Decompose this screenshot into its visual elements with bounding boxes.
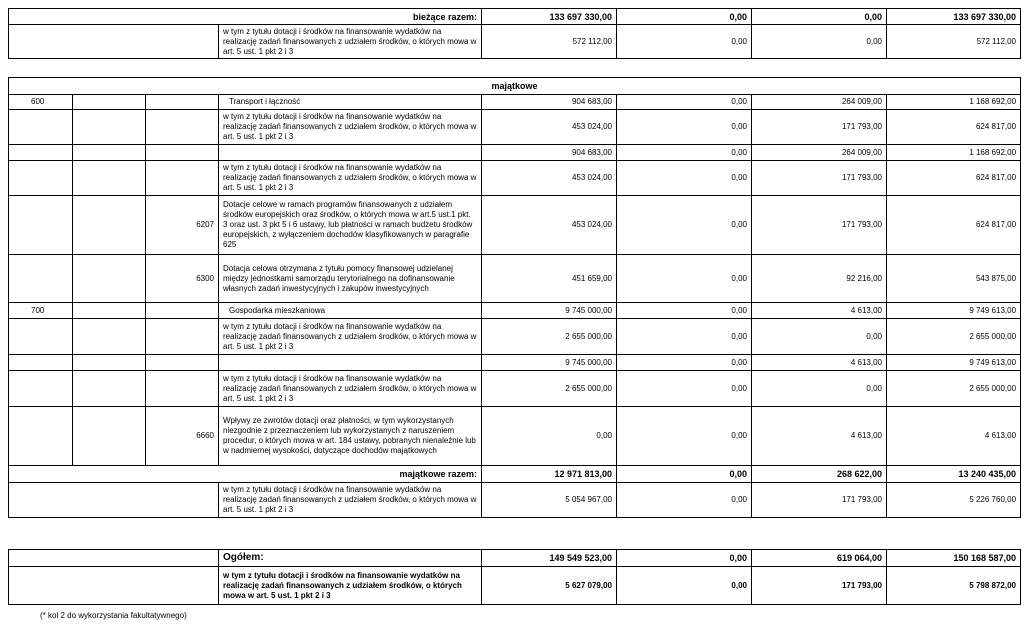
value-cell-2: 0,00	[617, 161, 752, 196]
rozdzial-cell	[73, 407, 146, 466]
table-row	[9, 355, 1021, 371]
rozdzial-cell	[73, 196, 146, 255]
majatkowe-sub-v1: 5 054 967,00	[482, 483, 617, 518]
ogolem-sub-row	[9, 567, 1021, 605]
majatkowe-sub-label: w tym z tytułu dotacji i środków na finansowanie wydatków na realizację zadań finansowanych z udziałem środków, o których mowa w art. 5 ust. 1 pkt 2 i 3	[219, 483, 482, 518]
section-title-row	[9, 78, 1021, 95]
paragraf-cell	[146, 110, 219, 145]
value-cell-4: 9 749 613,00	[887, 355, 1021, 371]
value-cell-3: 264 009,00	[752, 145, 887, 161]
value-cell-3: 171 793,00	[752, 196, 887, 255]
value-cell-4: 2 655 000,00	[887, 371, 1021, 407]
table-row	[9, 407, 1021, 466]
dzial-cell	[9, 371, 73, 407]
paragraf-cell	[146, 319, 219, 355]
value-cell-4: 543 875,00	[887, 255, 1021, 303]
dzial-cell	[9, 196, 73, 255]
biezace-total-row	[9, 9, 1021, 25]
majatkowe-total-row	[9, 466, 1021, 483]
dzial-cell	[9, 161, 73, 196]
majatkowe-table	[8, 77, 1021, 518]
rozdzial-cell	[73, 355, 146, 371]
value-cell-3: 0,00	[752, 319, 887, 355]
ogolem-table	[8, 549, 1021, 605]
biezace-summary-table	[8, 8, 1021, 59]
value-cell-4: 624 817,00	[887, 110, 1021, 145]
majatkowe-total-v3: 268 622,00	[752, 466, 887, 483]
table-row	[9, 371, 1021, 407]
majatkowe-sub-v2: 0,00	[617, 483, 752, 518]
value-cell-1: 453 024,00	[482, 196, 617, 255]
ogolem-v2: 0,00	[617, 550, 752, 567]
rozdzial-cell	[73, 255, 146, 303]
biezace-total-label: bieżące razem:	[9, 9, 482, 25]
majatkowe-total-label: majątkowe razem:	[9, 466, 482, 483]
value-cell-2: 0,00	[617, 303, 752, 319]
majatkowe-total-v2: 0,00	[617, 466, 752, 483]
value-cell-4: 1 168 692,00	[887, 145, 1021, 161]
value-cell-4: 4 613,00	[887, 407, 1021, 466]
value-cell-3: 4 613,00	[752, 407, 887, 466]
value-cell-4: 624 817,00	[887, 161, 1021, 196]
rozdzial-cell	[73, 371, 146, 407]
value-cell-1: 904 683,00	[482, 95, 617, 110]
ogolem-total-row	[9, 550, 1021, 567]
ogolem-v1: 149 549 523,00	[482, 550, 617, 567]
value-cell-4: 1 168 692,00	[887, 95, 1021, 110]
dzial-cell: 700	[9, 303, 73, 319]
value-cell-1: 904 683,00	[482, 145, 617, 161]
biezace-sub-row	[9, 25, 1021, 59]
ogolem-sub-v1: 5 627 079,00	[482, 567, 617, 605]
rozdzial-cell	[73, 319, 146, 355]
paragraf-cell: 6300	[146, 255, 219, 303]
dzial-cell	[9, 319, 73, 355]
value-cell-3: 4 613,00	[752, 355, 887, 371]
biezace-sub-v2: 0,00	[617, 25, 752, 59]
majatkowe-sub-row	[9, 483, 1021, 518]
value-cell-3: 4 613,00	[752, 303, 887, 319]
biezace-total-v1: 133 697 330,00	[482, 9, 617, 25]
value-cell-1: 453 024,00	[482, 110, 617, 145]
paragraf-cell: 6660	[146, 407, 219, 466]
value-cell-4: 2 655 000,00	[887, 319, 1021, 355]
ogolem-sub-v3: 171 793,00	[752, 567, 887, 605]
value-cell-1: 451 659,00	[482, 255, 617, 303]
majatkowe-total-v4: 13 240 435,00	[887, 466, 1021, 483]
biezace-sub-v1: 572 112,00	[482, 25, 617, 59]
table-row	[9, 196, 1021, 255]
value-cell-3: 264 009,00	[752, 95, 887, 110]
biezace-total-v2: 0,00	[617, 9, 752, 25]
value-cell-2: 0,00	[617, 319, 752, 355]
value-cell-4: 624 817,00	[887, 196, 1021, 255]
description-cell: Wpływy ze zwrotów dotacji oraz płatności, w tym wykorzystanych niezgodnie z przeznaczeniem lub wykorzystanych z naruszeniem procedur, o których mowa w art. 184 ustawy, pobranych nienależnie lub w nadmiernej wysokości, dotyczące dochodów majątkowych	[219, 407, 482, 466]
ogolem-sub-v2: 0,00	[617, 567, 752, 605]
majatkowe-body	[9, 78, 1021, 466]
description-cell: w tym z tytułu dotacji i środków na finansowanie wydatków na realizację zadań finansowanych z udziałem środków, o których mowa w art. 5 ust. 1 pkt 2 i 3	[219, 319, 482, 355]
rozdzial-cell	[73, 303, 146, 319]
value-cell-2: 0,00	[617, 355, 752, 371]
value-cell-2: 0,00	[617, 196, 752, 255]
value-cell-2: 0,00	[617, 255, 752, 303]
value-cell-1: 2 655 000,00	[482, 371, 617, 407]
dzial-cell	[9, 355, 73, 371]
value-cell-3: 171 793,00	[752, 161, 887, 196]
table-row	[9, 110, 1021, 145]
rozdzial-cell	[73, 110, 146, 145]
ogolem-sub-label: w tym z tytułu dotacji i środków na finansowanie wydatków na realizację zadań finansowanych z udziałem środków, o których mowa w art. 5 ust. 1 pkt 2 i 3	[219, 567, 482, 605]
paragraf-cell	[146, 145, 219, 161]
description-cell: w tym z tytułu dotacji i środków na finansowanie wydatków na realizację zadań finansowanych z udziałem środków, o których mowa w art. 5 ust. 1 pkt 2 i 3	[219, 161, 482, 196]
ogolem-v4: 150 168 587,00	[887, 550, 1021, 567]
majatkowe-sub-v4: 5 226 760,00	[887, 483, 1021, 518]
value-cell-3: 0,00	[752, 371, 887, 407]
description-cell: w tym z tytułu dotacji i środków na finansowanie wydatków na realizację zadań finansowanych z udziałem środków, o których mowa w art. 5 ust. 1 pkt 2 i 3	[219, 110, 482, 145]
biezace-total-v3: 0,00	[752, 9, 887, 25]
value-cell-2: 0,00	[617, 110, 752, 145]
dzial-cell	[9, 110, 73, 145]
table-row	[9, 303, 1021, 319]
table-row	[9, 255, 1021, 303]
value-cell-3: 92 216,00	[752, 255, 887, 303]
biezace-total-v4: 133 697 330,00	[887, 9, 1021, 25]
ogolem-sub-v4: 5 798 872,00	[887, 567, 1021, 605]
description-cell: w tym z tytułu dotacji i środków na finansowanie wydatków na realizację zadań finansowanych z udziałem środków, o których mowa w art. 5 ust. 1 pkt 2 i 3	[219, 371, 482, 407]
biezace-sub-label: w tym z tytułu dotacji i środków na finansowanie wydatków na realizację zadań finansowanych z udziałem środków, o których mowa w art. 5 ust. 1 pkt 2 i 3	[219, 25, 482, 59]
rozdzial-cell	[73, 145, 146, 161]
value-cell-2: 0,00	[617, 145, 752, 161]
dzial-cell	[9, 145, 73, 161]
value-cell-1: 0,00	[482, 407, 617, 466]
description-cell: Dotacja celowa otrzymana z tytułu pomocy finansowej udzielanej między jednostkami samorządu terytorialnego na dofinansowanie własnych zadań inwestycyjnych i zakupów inwestycyjnych	[219, 255, 482, 303]
footnote: (* kol 2 do wykorzystania fakultatywnego)	[40, 611, 187, 620]
table-row	[9, 95, 1021, 110]
dzial-cell	[9, 255, 73, 303]
description-cell: Dotacje celowe w ramach programów finansowanych z udziałem środków europejskich oraz środków, o których mowa w art.5 ust.1 pkt. 3 oraz ust. 3 pkt 5 i 6 ustawy, lub płatności w ramach budżetu środków europejskich, z wyłączeniem dochodów klasyfikowanych w paragrafie 625	[219, 196, 482, 255]
description-cell	[219, 355, 482, 371]
rozdzial-cell	[73, 161, 146, 196]
ogolem-label: Ogółem:	[219, 550, 482, 567]
dzial-cell	[9, 407, 73, 466]
value-cell-1: 9 745 000,00	[482, 355, 617, 371]
ogolem-v3: 619 064,00	[752, 550, 887, 567]
paragraf-cell: 6207	[146, 196, 219, 255]
majatkowe-sub-v3: 171 793,00	[752, 483, 887, 518]
value-cell-1: 9 745 000,00	[482, 303, 617, 319]
rozdzial-cell	[73, 95, 146, 110]
description-cell: Gospodarka mieszkaniowa	[219, 303, 482, 319]
majatkowe-total	[9, 466, 1021, 518]
table-row	[9, 145, 1021, 161]
biezace-sub-v4: 572 112,00	[887, 25, 1021, 59]
majatkowe-total-v1: 12 971 813,00	[482, 466, 617, 483]
paragraf-cell	[146, 371, 219, 407]
value-cell-1: 2 655 000,00	[482, 319, 617, 355]
value-cell-3: 171 793,00	[752, 110, 887, 145]
value-cell-4: 9 749 613,00	[887, 303, 1021, 319]
value-cell-2: 0,00	[617, 371, 752, 407]
value-cell-2: 0,00	[617, 407, 752, 466]
paragraf-cell	[146, 355, 219, 371]
value-cell-1: 453 024,00	[482, 161, 617, 196]
dzial-cell: 600	[9, 95, 73, 110]
description-cell: Transport i łączność	[219, 95, 482, 110]
table-row	[9, 319, 1021, 355]
value-cell-2: 0,00	[617, 95, 752, 110]
paragraf-cell	[146, 161, 219, 196]
table-row	[9, 161, 1021, 196]
section-title: majątkowe	[9, 78, 1021, 95]
paragraf-cell	[146, 303, 219, 319]
description-cell	[219, 145, 482, 161]
paragraf-cell	[146, 95, 219, 110]
biezace-sub-v3: 0,00	[752, 25, 887, 59]
